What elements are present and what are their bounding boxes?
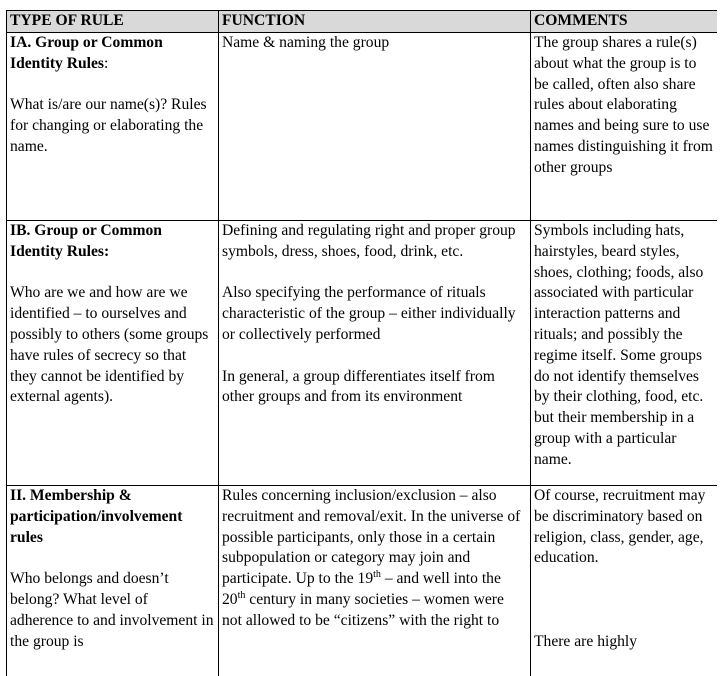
function-cell xyxy=(219,486,531,676)
function-cell xyxy=(219,221,531,486)
rule-question: What is/are our name(s)? Rules for changing or elaborating the name. xyxy=(10,96,207,155)
header-type-of-rule: TYPE OF RULE xyxy=(7,11,219,33)
rule-question: Who belongs and doesn’t belong? What level of adherence to and involvement in the group is xyxy=(10,570,214,650)
comment-text: Of course, recruitment may be discriminatory based on religion, class, gender, age, education. xyxy=(534,487,706,567)
rule-title: IB. Group or Common Identity Rules: xyxy=(10,222,162,260)
function-text: Defining and regulating right and proper group symbols, dress, shoes, food, drink, etc. xyxy=(222,222,516,260)
header-comments: COMMENTS xyxy=(531,11,718,33)
type-cell xyxy=(7,33,219,221)
comments-cell xyxy=(531,221,718,486)
comment-text: The group shares a rule(s) about what the group is to be called, often also share rules about elaborating names and being sure to use names distinguishing it from other groups xyxy=(534,34,713,176)
type-cell xyxy=(7,486,219,676)
table-row xyxy=(7,221,718,486)
rule-question: Who are we and how are we identified – to ourselves and possibly to others (some groups have rules of secrecy so that they cannot be identified by external agents). xyxy=(10,284,209,406)
type-cell xyxy=(7,221,219,486)
table-row xyxy=(7,33,718,221)
function-text: Also specifying the performance of rituals characteristic of the group – either individually or collectively performed xyxy=(222,284,516,343)
function-text: Rules concerning inclusion/exclusion – also recruitment and removal/exit. In the universe of possible participants, only those in a certain subpopulation or category may join and participate. Up to the 19th – and well into the 20th century in many societies – women were not allowed to be “citizens” with the right to xyxy=(222,487,521,629)
function-text: In general, a group differentiates itself from other groups and from its environment xyxy=(222,367,495,406)
header-function: FUNCTION xyxy=(219,11,531,33)
rules-table xyxy=(6,10,717,676)
comment-text: Symbols including hats, hairstyles, beard styles, shoes, clothing; foods, also associated with particular interaction patterns and rituals; and possibly the regime itself. Some groups do not identify themselves by their clothing, food, etc. but their membership in a group with a particular name. xyxy=(534,222,704,468)
table-header-row xyxy=(7,11,718,33)
document-page xyxy=(6,10,717,676)
comment-text: There are highly xyxy=(534,632,638,650)
comments-cell xyxy=(531,486,718,676)
comments-cell xyxy=(531,33,718,221)
function-cell xyxy=(219,33,531,221)
rule-title: II. Membership & participation/involvement rules xyxy=(10,487,183,546)
function-text: Name & naming the group xyxy=(222,34,390,51)
rule-title: IA. Group or Common Identity Rules: xyxy=(10,34,163,72)
table-row xyxy=(7,486,718,676)
